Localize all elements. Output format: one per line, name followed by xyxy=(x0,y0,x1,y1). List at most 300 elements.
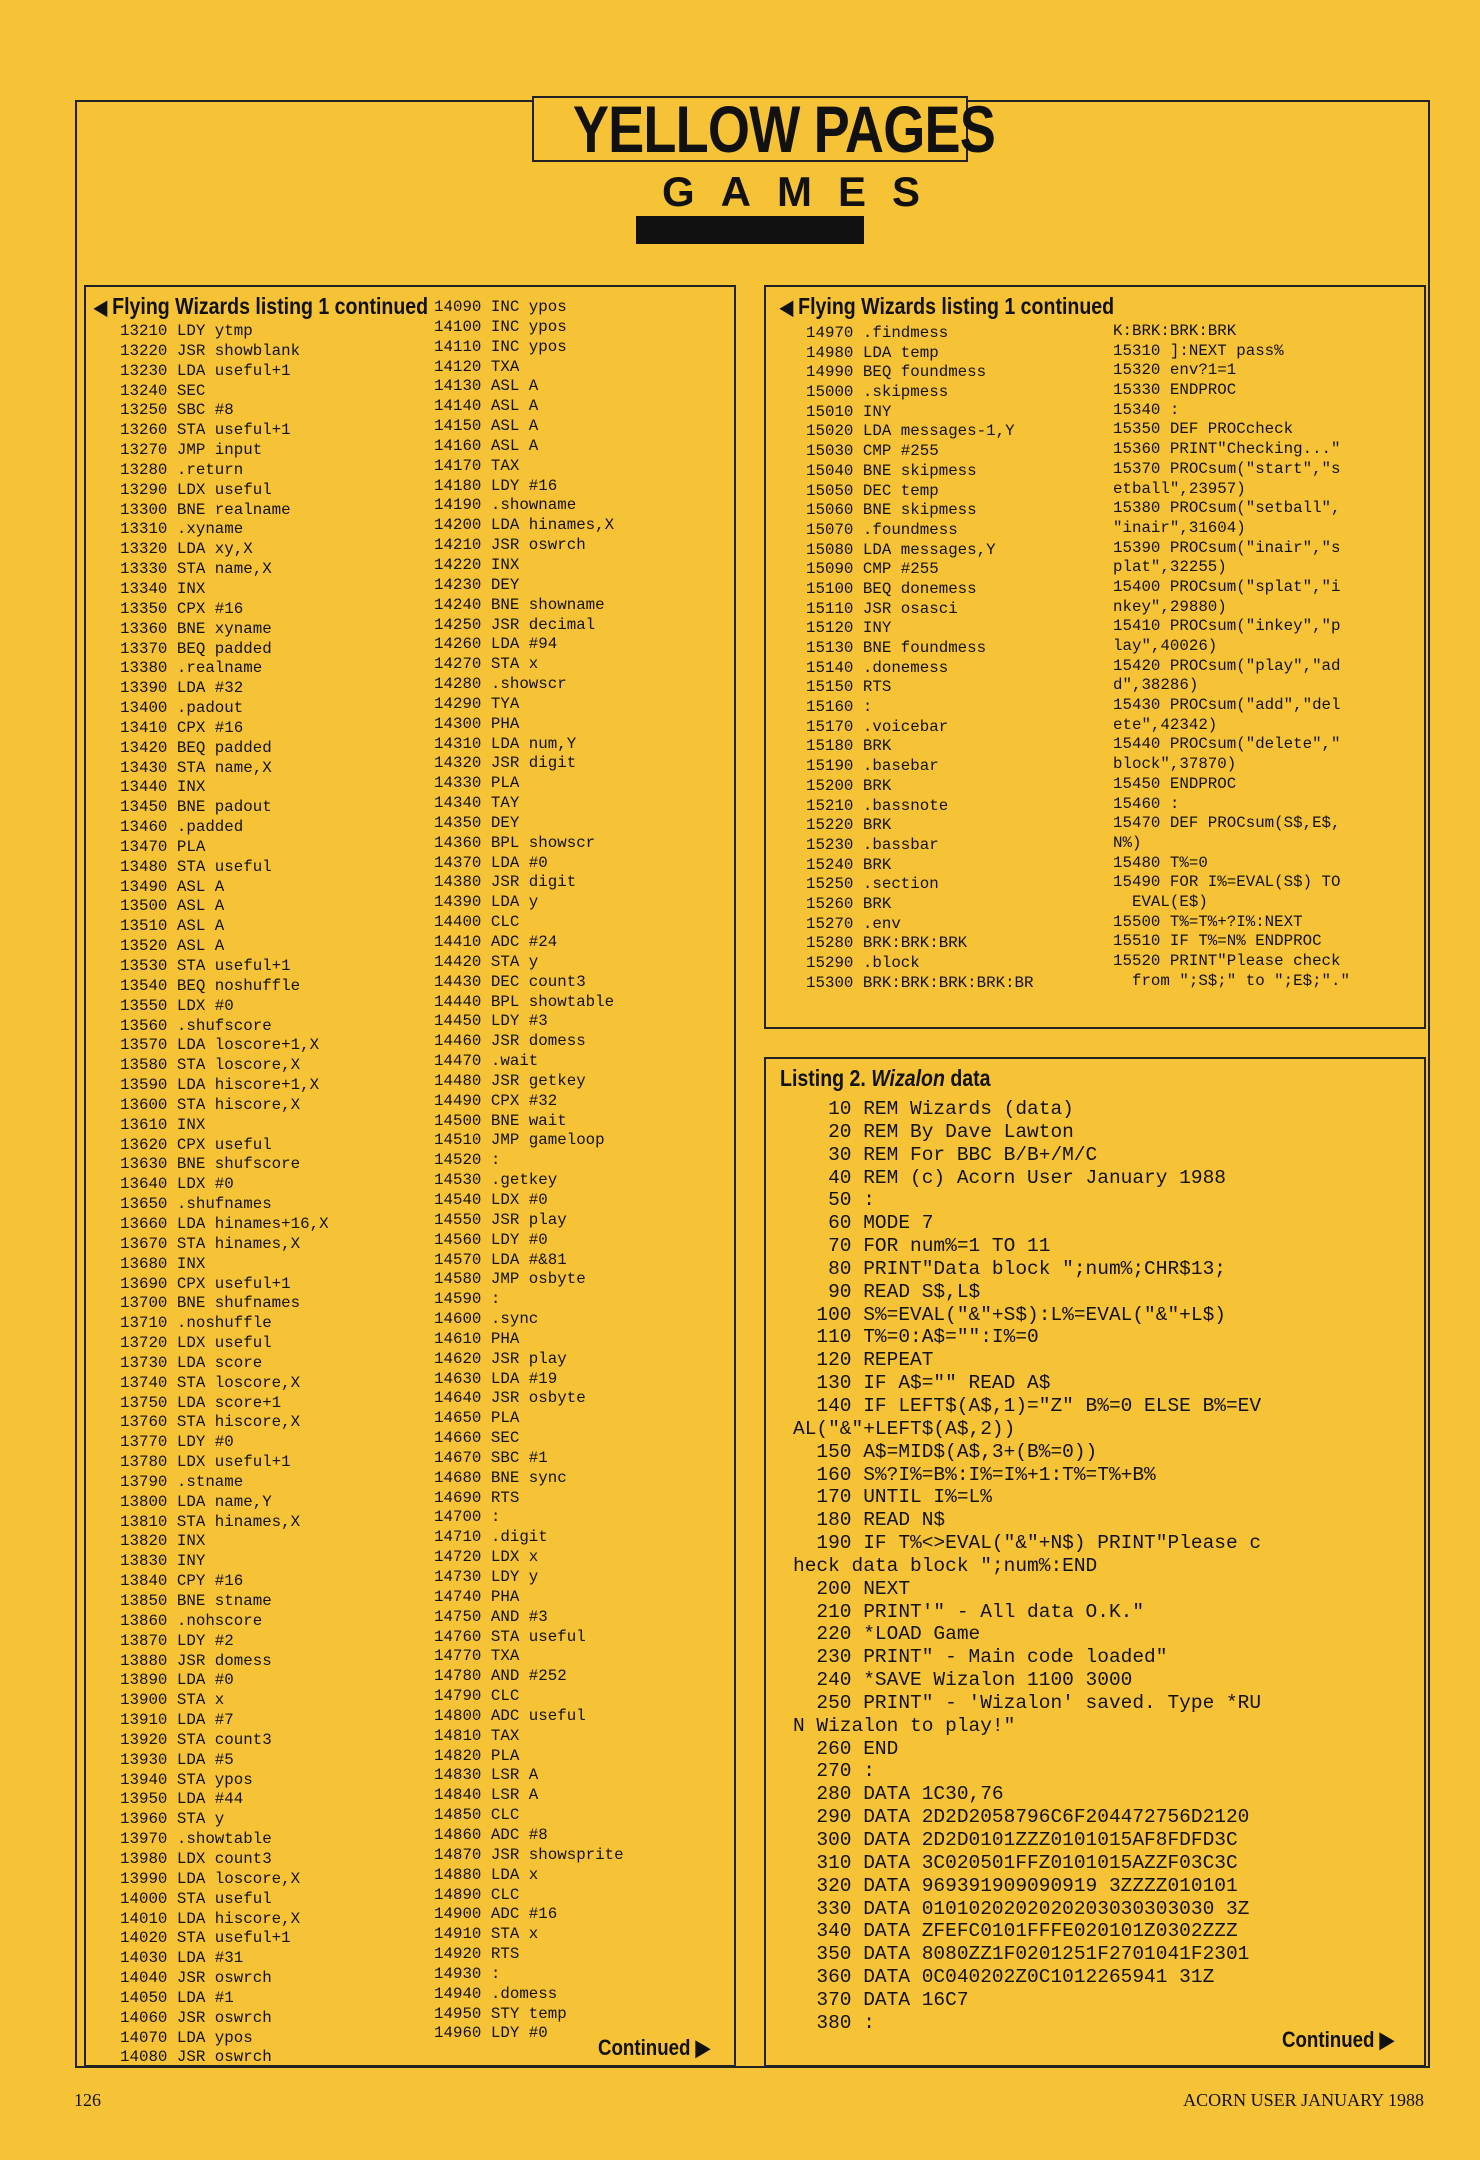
code-line: 13820 INX xyxy=(120,1532,206,1551)
code-line: 14180 LDY #16 xyxy=(434,476,558,495)
code-line: 14050 LDA #1 xyxy=(120,1988,234,2007)
code-line: 240 *SAVE Wizalon 1100 3000 xyxy=(793,1669,1133,1692)
code-line: 13300 BNE realname xyxy=(120,500,291,519)
code-line: 15010 INY xyxy=(806,402,892,421)
code-line: d",38286) xyxy=(1113,676,1199,695)
code-line: 13920 STA count3 xyxy=(120,1730,272,1749)
code-line: AL("&"+LEFT$(A$,2)) xyxy=(793,1417,1016,1440)
code-line: 40 REM (c) Acorn User January 1988 xyxy=(793,1166,1226,1189)
code-line: 15510 IF T%=N% ENDPROC xyxy=(1113,932,1322,951)
code-line: 15050 DEC temp xyxy=(806,481,939,500)
code-line: 13710 .noshuffle xyxy=(120,1314,272,1333)
code-line: 13480 STA useful xyxy=(120,857,272,876)
triangle-right-icon: ▶ xyxy=(1379,2027,1395,2052)
code-line: 14160 ASL A xyxy=(434,436,539,455)
code-line: ete",42342) xyxy=(1113,715,1218,734)
listing1-right-column-1 xyxy=(806,324,1034,993)
code-line: N%) xyxy=(1113,833,1142,852)
code-line: 14550 JSR play xyxy=(434,1210,567,1229)
code-line: 380 : xyxy=(793,2011,875,2034)
code-line: 13750 LDA score+1 xyxy=(120,1393,282,1412)
code-line: 15170 .voicebar xyxy=(806,717,949,736)
code-line: 15230 .bassbar xyxy=(806,835,939,854)
code-line: 14680 BNE sync xyxy=(434,1468,567,1487)
code-line: 13370 BEQ padded xyxy=(120,639,272,658)
section-label: GAMES xyxy=(662,168,947,215)
code-line: 13360 BNE xyname xyxy=(120,619,272,638)
code-line: 14580 JMP osbyte xyxy=(434,1270,586,1289)
code-line: K:BRK:BRK:BRK xyxy=(1113,322,1237,340)
code-line: 14990 BEQ foundmess xyxy=(806,363,987,382)
code-line: 15140 .donemess xyxy=(806,658,949,677)
code-line: 14510 JMP gameloop xyxy=(434,1131,605,1150)
code-line: 14140 ASL A xyxy=(434,397,539,416)
triangle-right-icon: ▶ xyxy=(695,2035,711,2060)
code-line: 140 IF LEFT$(A$,1)="Z" B%=0 ELSE B%=EV xyxy=(793,1394,1262,1417)
code-line: 210 PRINT'" - All data O.K." xyxy=(793,1600,1145,1623)
code-line: 13280 .return xyxy=(120,460,244,479)
code-line: 14060 JSR oswrch xyxy=(120,2008,272,2027)
code-line: 14930 : xyxy=(434,1964,501,1983)
listing2-heading: Listing 2. Wizalon data xyxy=(780,1065,991,1091)
code-line: 14460 JSR domess xyxy=(434,1032,586,1051)
code-line: 14740 PHA xyxy=(434,1587,520,1606)
code-line: 13900 STA x xyxy=(120,1691,225,1710)
code-line: 13930 LDA #5 xyxy=(120,1750,234,1769)
page-number: 126 xyxy=(74,2090,101,2110)
code-line: 13310 .xyname xyxy=(120,520,244,539)
code-line: 250 PRINT" - 'Wizalon' saved. Type *RU xyxy=(793,1691,1262,1714)
code-line: 110 T%=0:A$="":I%=0 xyxy=(793,1326,1039,1349)
code-line: 14280 .showscr xyxy=(434,675,567,694)
code-line: 120 REPEAT xyxy=(793,1349,934,1372)
code-line: plat",32255) xyxy=(1113,558,1227,577)
code-line: 14440 BPL showtable xyxy=(434,992,615,1011)
code-line: 15340 : xyxy=(1113,400,1180,419)
code-line: 13250 SBC #8 xyxy=(120,401,234,420)
code-line: 14270 STA x xyxy=(434,655,539,674)
code-line: 13420 BEQ padded xyxy=(120,738,272,757)
code-line: 13780 LDX useful+1 xyxy=(120,1453,291,1472)
triangle-left-icon: ◀ xyxy=(94,297,108,319)
code-line: 15280 BRK:BRK:BRK xyxy=(806,934,968,953)
code-line: 14630 LDA #19 xyxy=(434,1369,558,1388)
code-line: 15260 BRK xyxy=(806,894,892,913)
listing1-right-heading: ◀ Flying Wizards listing 1 continued xyxy=(780,293,1115,319)
code-line: 14430 DEC count3 xyxy=(434,972,586,991)
magazine-footer: ACORN USER JANUARY 1988 xyxy=(1183,2090,1424,2110)
code-line: 13390 LDA #32 xyxy=(120,679,244,698)
code-line: 14390 LDA y xyxy=(434,893,539,912)
code-line: 14200 LDA hinames,X xyxy=(434,516,615,535)
masthead-title-box xyxy=(532,92,996,166)
code-line: 14870 JSR showsprite xyxy=(434,1845,624,1864)
code-line: 13590 LDA hiscore+1,X xyxy=(120,1076,320,1095)
listing1-left-column-2 xyxy=(434,298,624,2044)
code-line: 14260 LDA #94 xyxy=(434,635,558,654)
code-line: 13290 LDX useful xyxy=(120,480,272,499)
code-line: 170 UNTIL I%=L% xyxy=(793,1486,992,1509)
code-line: 14610 PHA xyxy=(434,1329,520,1348)
listing1-right-box xyxy=(764,285,1426,1029)
code-line: 14650 PLA xyxy=(434,1409,520,1428)
code-line: 13860 .nohscore xyxy=(120,1611,263,1630)
code-line: 13570 LDA loscore+1,X xyxy=(120,1036,320,1055)
code-line: 15100 BEQ donemess xyxy=(806,579,977,598)
code-line: 14240 BNE showname xyxy=(434,595,605,614)
code-line: 230 PRINT" - Main code loaded" xyxy=(793,1646,1168,1669)
code-line: 13650 .shufnames xyxy=(120,1195,272,1214)
code-line: 14910 STA x xyxy=(434,1925,539,1944)
code-line: 14360 BPL showscr xyxy=(434,833,596,852)
code-line: 300 DATA 2D2D0101ZZZ0101015AF8FDFD3C xyxy=(793,1829,1238,1851)
code-line: 130 IF A$="" READ A$ xyxy=(793,1372,1051,1395)
code-line: 14890 CLC xyxy=(434,1885,520,1904)
code-line: 14700 : xyxy=(434,1508,501,1527)
code-line: 13870 LDY #2 xyxy=(120,1631,234,1650)
code-line: 14000 STA useful xyxy=(120,1889,272,1908)
code-line: 14540 LDX #0 xyxy=(434,1190,548,1209)
masthead-title: YELLOW PAGES xyxy=(572,92,996,166)
code-line: 14300 PHA xyxy=(434,714,520,733)
code-line: nkey",29880) xyxy=(1113,597,1227,616)
code-line: 13550 LDX #0 xyxy=(120,996,234,1015)
code-line: 13700 BNE shufnames xyxy=(120,1294,301,1313)
code-line: 15490 FOR I%=EVAL(S$) TO xyxy=(1113,873,1341,892)
code-line: 15480 T%=0 xyxy=(1113,853,1208,872)
code-line: 15270 .env xyxy=(806,914,901,933)
code-line: 15370 PROCsum("start","s xyxy=(1113,459,1341,478)
code-line: 15390 PROCsum("inair","s xyxy=(1113,538,1341,557)
code-line: 15400 PROCsum("splat","i xyxy=(1113,577,1341,596)
code-line: 13970 .showtable xyxy=(120,1830,272,1849)
code-line: 20 REM By Dave Lawton xyxy=(793,1120,1074,1143)
code-line: 15020 LDA messages-1,Y xyxy=(806,422,1015,441)
code-line: 13270 JMP input xyxy=(120,441,263,460)
code-line: 15000 .skipmess xyxy=(806,383,949,402)
code-line: 15450 ENDPROC xyxy=(1113,774,1237,793)
code-line: 13720 LDX useful xyxy=(120,1334,272,1353)
code-line: 14960 LDY #0 xyxy=(434,2024,548,2043)
code-line: 14750 AND #3 xyxy=(434,1607,548,1626)
code-line: 13460 .padded xyxy=(120,818,244,837)
code-line: EVAL(E$) xyxy=(1113,892,1208,911)
code-line: 13690 CPX useful+1 xyxy=(120,1274,291,1293)
code-line: 15190 .basebar xyxy=(806,757,939,776)
code-line: 13260 STA useful+1 xyxy=(120,421,291,440)
section-bar xyxy=(636,216,864,244)
code-line: 14010 LDA hiscore,X xyxy=(120,1909,301,1928)
code-line: 14020 STA useful+1 xyxy=(120,1929,291,1948)
code-line: 13880 JSR domess xyxy=(120,1651,272,1670)
code-line: 13490 ASL A xyxy=(120,877,225,896)
code-line: 14220 INX xyxy=(434,555,520,574)
code-line: 13520 ASL A xyxy=(120,937,225,956)
code-line: 15220 BRK xyxy=(806,816,892,835)
code-line: 15470 DEF PROCsum(S$,E$, xyxy=(1113,814,1341,833)
code-line: 13830 INY xyxy=(120,1552,206,1571)
code-line: 13500 ASL A xyxy=(120,897,225,916)
code-line: 15180 BRK xyxy=(806,737,892,756)
code-line: 14470 .wait xyxy=(434,1052,539,1071)
code-line: 15240 BRK xyxy=(806,855,892,874)
code-line: 15310 ]:NEXT pass% xyxy=(1113,341,1284,360)
code-line: 360 DATA 0C040202Z0C1012265941 31Z xyxy=(793,1966,1215,1989)
listing2-box xyxy=(764,1057,1426,2067)
code-line: 310 DATA 3C020501FFZ0101015AZZF03C3C xyxy=(793,1851,1238,1874)
code-line: from ";S$;" to ";E$;"." xyxy=(1113,971,1350,990)
code-line: 13630 BNE shufscore xyxy=(120,1155,301,1174)
code-line: 14170 TAX xyxy=(434,456,520,475)
code-line: 14070 LDA ypos xyxy=(120,2028,253,2047)
code-line: 14820 PLA xyxy=(434,1746,520,1765)
code-line: 14500 BNE wait xyxy=(434,1111,567,1130)
code-line: etball",23957) xyxy=(1113,479,1246,498)
code-line: 15120 INY xyxy=(806,619,892,638)
code-line: 13960 STA y xyxy=(120,1810,225,1829)
listing1-left-column-1 xyxy=(120,322,329,2068)
listing1-left-heading: ◀ Flying Wizards listing 1 continued xyxy=(94,293,429,319)
code-line: 13410 CPX #16 xyxy=(120,718,244,737)
code-line: 14490 CPX #32 xyxy=(434,1091,558,1110)
code-line: 14130 ASL A xyxy=(434,377,539,396)
code-line: 10 REM Wizards (data) xyxy=(793,1098,1074,1120)
code-line: 90 READ S$,L$ xyxy=(793,1280,981,1303)
code-line: 15250 .section xyxy=(806,875,939,894)
code-line: 330 DATA 0101020202020203030303030 3Z xyxy=(793,1897,1250,1920)
code-line: 370 DATA 16C7 xyxy=(793,1988,969,2011)
code-line: 14400 CLC xyxy=(434,913,520,932)
code-line: 15090 CMP #255 xyxy=(806,560,939,579)
code-line: 14730 LDY y xyxy=(434,1568,539,1586)
code-line: 13990 LDA loscore,X xyxy=(120,1869,301,1888)
code-line: 15520 PRINT"Please check xyxy=(1113,952,1341,970)
code-line: 14410 ADC #24 xyxy=(434,933,558,951)
code-line: 350 DATA 8080ZZ1F0201251F2701041F2301 xyxy=(793,1943,1250,1966)
code-line: 14450 LDY #3 xyxy=(434,1012,548,1031)
code-line: 13580 STA loscore,X xyxy=(120,1056,301,1075)
code-line: 14100 INC ypos xyxy=(434,317,567,336)
code-line: 13770 LDY #0 xyxy=(120,1433,234,1452)
code-line: 14600 .sync xyxy=(434,1310,539,1329)
code-line: 14590 : xyxy=(434,1290,501,1309)
code-line: 14210 JSR oswrch xyxy=(434,536,586,555)
code-line: 13790 .stname xyxy=(120,1472,244,1491)
code-line: 15200 BRK xyxy=(806,776,892,795)
code-line: 15130 BNE foundmess xyxy=(806,639,987,657)
code-line: 15380 PROCsum("setball", xyxy=(1113,499,1341,518)
code-line: 13530 STA useful+1 xyxy=(120,957,291,975)
code-line: 13240 SEC xyxy=(120,381,206,400)
code-line: 14800 ADC useful xyxy=(434,1706,586,1725)
code-line: 15030 CMP #255 xyxy=(806,442,939,461)
code-line: 15330 ENDPROC xyxy=(1113,381,1237,400)
code-line: 15430 PROCsum("add","del xyxy=(1113,696,1341,715)
code-line: 13340 INX xyxy=(120,579,206,598)
code-line: 150 A$=MID$(A$,3+(B%=0)) xyxy=(793,1440,1098,1463)
code-line: 14520 : xyxy=(434,1151,501,1170)
code-line: 14620 JSR play xyxy=(434,1349,567,1368)
code-line: 13400 .padout xyxy=(120,699,244,718)
code-line: 14250 JSR decimal xyxy=(434,615,596,634)
code-line: 13760 STA hiscore,X xyxy=(120,1413,301,1432)
code-line: 14980 LDA temp xyxy=(806,343,939,362)
code-line: 15060 BNE skipmess xyxy=(806,501,977,520)
code-line: 13980 LDX count3 xyxy=(120,1849,272,1868)
code-line: 15290 .block xyxy=(806,954,920,972)
code-line: 14900 ADC #16 xyxy=(434,1905,558,1924)
code-line: 13850 BNE stname xyxy=(120,1592,272,1610)
listing1-right-column-2 xyxy=(1113,322,1350,991)
code-line: 14380 JSR digit xyxy=(434,873,577,892)
code-line: heck data block ";num%:END xyxy=(793,1554,1098,1577)
code-line: 13220 JSR showblank xyxy=(120,341,301,360)
code-line: 15150 RTS xyxy=(806,678,892,697)
code-line: 13450 BNE padout xyxy=(120,798,272,817)
code-line: 14710 .digit xyxy=(434,1528,548,1547)
code-line: 14350 DEY xyxy=(434,813,520,832)
code-line: 14150 ASL A xyxy=(434,417,539,436)
code-line: 15210 .bassnote xyxy=(806,796,949,815)
code-line: 15440 PROCsum("delete"," xyxy=(1113,735,1341,754)
code-line: 15360 PRINT"Checking..." xyxy=(1113,440,1341,459)
code-line: 14530 .getkey xyxy=(434,1171,558,1190)
code-line: 13510 ASL A xyxy=(120,917,225,936)
code-line: 14720 LDX x xyxy=(434,1548,539,1567)
code-line: 15040 BNE skipmess xyxy=(806,461,977,480)
code-line: 15350 DEF PROCcheck xyxy=(1113,420,1294,439)
listing1-left-box xyxy=(84,285,736,2067)
code-line: 280 DATA 1C30,76 xyxy=(793,1783,1004,1806)
code-line: 15420 PROCsum("play","ad xyxy=(1113,656,1341,675)
code-line: 14810 TAX xyxy=(434,1726,520,1745)
code-line: 14080 JSR oswrch xyxy=(120,2048,272,2067)
code-line: 290 DATA 2D2D2058796C6F204472756D2120 xyxy=(793,1806,1250,1829)
code-line: 13910 LDA #7 xyxy=(120,1711,234,1730)
code-line: 14790 CLC xyxy=(434,1687,520,1706)
code-line: 50 : xyxy=(793,1189,875,1212)
code-line: 13320 LDA xy,X xyxy=(120,540,253,559)
code-line: 14690 RTS xyxy=(434,1488,520,1507)
code-line: 13350 CPX #16 xyxy=(120,599,244,618)
code-line: 14830 LSR A xyxy=(434,1766,539,1785)
code-line: 100 S%=EVAL("&"+S$):L%=EVAL("&"+L$) xyxy=(793,1303,1226,1326)
code-line: 13470 PLA xyxy=(120,837,206,856)
code-line: 14780 AND #252 xyxy=(434,1667,567,1686)
code-line: 80 PRINT"Data block ";num%;CHR$13; xyxy=(793,1257,1226,1280)
code-line: 14030 LDA #31 xyxy=(120,1949,244,1968)
code-line: 13560 .shufscore xyxy=(120,1016,272,1035)
code-line: 13950 LDA #44 xyxy=(120,1790,244,1809)
code-line: 13430 STA name,X xyxy=(120,758,272,777)
code-line: 13230 LDA useful+1 xyxy=(120,361,291,380)
listing2-code xyxy=(793,1098,1261,2035)
code-line: 13660 LDA hinames+16,X xyxy=(120,1214,329,1233)
code-line: 14760 STA useful xyxy=(434,1627,586,1646)
code-line: 13840 CPY #16 xyxy=(120,1572,244,1591)
code-line: 14110 INC ypos xyxy=(434,337,567,356)
code-line: 14950 STY temp xyxy=(434,2004,567,2023)
code-line: 14970 .findmess xyxy=(806,324,949,342)
code-line: "inair",31604) xyxy=(1113,518,1246,537)
code-line: 14860 ADC #8 xyxy=(434,1825,548,1844)
code-line: 190 IF T%<>EVAL("&"+N$) PRINT"Please c xyxy=(793,1532,1262,1555)
code-line: 270 : xyxy=(793,1760,875,1783)
continued-label: Continued ▶ xyxy=(1282,2027,1395,2052)
code-line: 14290 TYA xyxy=(434,694,520,713)
code-line: 13800 LDA name,Y xyxy=(120,1492,272,1511)
code-line: 14570 LDA #&81 xyxy=(434,1250,567,1269)
code-line: 14660 SEC xyxy=(434,1429,520,1448)
code-line: 13380 .realname xyxy=(120,659,263,678)
code-line: 14090 INC ypos xyxy=(434,298,567,316)
code-line: block",37870) xyxy=(1113,755,1237,774)
code-line: 14420 STA y xyxy=(434,952,539,971)
code-line: 13330 STA name,X xyxy=(120,560,272,579)
code-line: 13440 INX xyxy=(120,778,206,797)
code-line: 200 NEXT xyxy=(793,1577,911,1600)
code-line: 13670 STA hinames,X xyxy=(120,1234,301,1253)
code-line: 14640 JSR osbyte xyxy=(434,1389,586,1408)
code-line: 13940 STA ypos xyxy=(120,1770,253,1789)
code-line: 14190 .showname xyxy=(434,496,577,515)
code-line: 15500 T%=T%+?I%:NEXT xyxy=(1113,912,1303,931)
code-line: 15460 : xyxy=(1113,794,1180,813)
code-line: 14040 JSR oswrch xyxy=(120,1969,272,1988)
code-line: lay",40026) xyxy=(1113,637,1218,655)
continued-label: Continued ▶ xyxy=(598,2035,711,2060)
code-line: 70 FOR num%=1 TO 11 xyxy=(793,1235,1051,1258)
code-line: 160 S%?I%=B%:I%=I%+1:T%=T%+B% xyxy=(793,1463,1156,1486)
code-line: 14560 LDY #0 xyxy=(434,1230,548,1249)
triangle-left-icon: ◀ xyxy=(780,297,794,319)
code-line: 13740 STA loscore,X xyxy=(120,1373,301,1392)
code-line: 14850 CLC xyxy=(434,1806,520,1825)
code-line: 14840 LSR A xyxy=(434,1786,539,1805)
code-line: 14340 TAY xyxy=(434,794,520,813)
code-line: 30 REM For BBC B/B+/M/C xyxy=(793,1143,1098,1166)
code-line: 14230 DEY xyxy=(434,575,520,594)
code-line: 320 DATA 969391909090919 3ZZZZ010101 xyxy=(793,1874,1238,1897)
code-line: 15300 BRK:BRK:BRK:BRK:BR xyxy=(806,973,1034,992)
code-line: 220 *LOAD Game xyxy=(793,1623,981,1646)
code-line: 14940 .domess xyxy=(434,1984,558,2003)
code-line: 340 DATA ZFEFC0101FFFE020101Z0302ZZZ xyxy=(793,1920,1238,1943)
code-line: 14310 LDA num,Y xyxy=(434,734,577,753)
code-line: 13620 CPX useful xyxy=(120,1135,272,1154)
code-line: 13680 INX xyxy=(120,1254,206,1273)
code-line: 14670 SBC #1 xyxy=(434,1448,548,1467)
code-line: 13600 STA hiscore,X xyxy=(120,1095,301,1114)
code-line: 13730 LDA score xyxy=(120,1353,263,1372)
code-line: 15110 JSR osasci xyxy=(806,599,958,618)
code-line: 60 MODE 7 xyxy=(793,1212,934,1235)
code-line: 14370 LDA #0 xyxy=(434,853,548,872)
code-line: 14880 LDA x xyxy=(434,1865,539,1884)
code-line: N Wizalon to play!" xyxy=(793,1714,1016,1737)
code-line: 13540 BEQ noshuffle xyxy=(120,976,301,995)
code-line: 13640 LDX #0 xyxy=(120,1175,234,1194)
code-line: 13210 LDY ytmp xyxy=(120,322,253,340)
code-line: 14320 JSR digit xyxy=(434,754,577,773)
code-line: 14120 TXA xyxy=(434,357,520,376)
code-line: 15320 env?1=1 xyxy=(1113,361,1237,380)
code-line: 180 READ N$ xyxy=(793,1509,946,1532)
code-line: 15160 : xyxy=(806,698,873,717)
code-line: 15080 LDA messages,Y xyxy=(806,540,996,559)
code-line: 14480 JSR getkey xyxy=(434,1071,586,1090)
code-line: 13610 INX xyxy=(120,1115,206,1134)
